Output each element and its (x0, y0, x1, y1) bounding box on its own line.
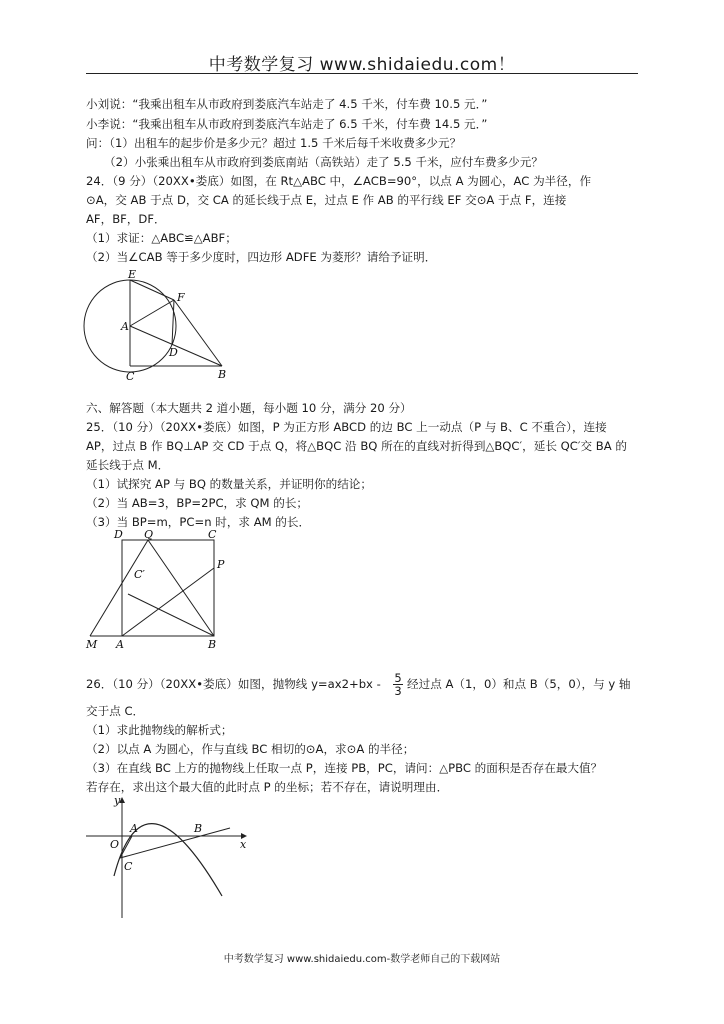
label-c-prime: C′ (134, 568, 145, 581)
label-x: x (240, 838, 247, 851)
label-y: y (114, 794, 121, 807)
label-c: C (124, 860, 133, 873)
label-o: O (110, 838, 120, 851)
q26-fraction (393, 672, 403, 697)
q24-figure (80, 268, 240, 386)
q24-line-2: ⊙A，交 AB 于点 D，交 CA 的延长线于点 E，过点 E 作 AB 的平行线 EF 交⊙A 于点 F，连接 (86, 193, 567, 207)
q25-line-6: （3）当 BP=m，PC=n 时，求 AM 的长． (86, 515, 311, 529)
q25-line-2: AP，过点 B 作 BQ⊥AP 交 CD 于点 Q，将△BQC 沿 BQ 所在的直线对折得到△BQC′，延长 QC′交 BA 的 (86, 439, 627, 453)
q24-line-1: 24．（9 分）（20XX•娄底）如图，在 Rt△ABC 中，∠ACB=90°，以点 A 为圆心，AC 为半径，作 (86, 174, 592, 188)
label-p: P (217, 558, 225, 571)
label-q: Q (144, 528, 154, 541)
square-abcd (122, 540, 214, 636)
label-d: D (169, 346, 178, 359)
q23-line-1: 小刘说：“我乘出租车从市政府到娄底汽车站走了 4.5 千米，付车费 10.5 元．” (86, 97, 488, 111)
label-a: A (116, 638, 124, 650)
q26-line-3: （1）求此抛物线的解析式； (86, 723, 233, 737)
label-b: B (218, 368, 227, 381)
q24-line-4: （1）求证：△ABC≌△ABF； (86, 231, 237, 245)
label-b: B (194, 822, 203, 835)
q26-line-1a: 26．（10 分）（20XX•娄底）如图，抛物线 y=ax2+bx - (86, 677, 381, 691)
q25-line-1: 25．（10 分）（20XX•娄底）如图，P 为正方形 ABCD 的边 BC 上一动点（P 与 B、C 不重合），连接 (86, 420, 607, 434)
q26-figure (84, 792, 254, 922)
q23-line-4: （2）小张乘出租车从市政府到娄底南站（高铁站）走了 5.5 千米，应付车费多少元？ (104, 155, 543, 169)
q25-line-5: （2）当 AB=3，BP=2PC，求 QM 的长； (86, 496, 309, 510)
section-6-heading: 六、解答题（本大题共 2 道小题，每小题 10 分，满分 20 分） (86, 401, 412, 415)
q23-line-2: 小李说：“我乘出租车从市政府到娄底汽车站走了 6.5 千米，付车费 14.5 元．” (86, 117, 488, 131)
segment-qb (148, 540, 214, 636)
q26-line-1b: 经过点 A（1，0）和点 B（5，0），与 y 轴 (407, 677, 631, 691)
segment-qm (90, 540, 148, 636)
page-footer: 中考数学复习 www.shidaiedu.com-数学老师自己的下载网站 (223, 954, 501, 965)
q26-line-2: 交于点 C． (86, 704, 145, 718)
label-m: M (86, 638, 98, 650)
label-e: E (128, 268, 137, 281)
label-f: F (177, 291, 185, 304)
q23-line-3: 问：（1）出租车的起步价是多少元？超过 1.5 千米后每千米收费多少元？ (86, 136, 462, 150)
q26-line-6: 若存在，求出这个最大值的此时点 P 的坐标；若不存在，请说明理由． (86, 780, 449, 794)
fraction-numerator: 5 (394, 671, 402, 685)
q25-figure (84, 528, 234, 650)
label-c: C (208, 528, 217, 541)
q25-line-4: （1）试探究 AP 与 BQ 的数量关系，并证明你的结论； (86, 477, 372, 491)
segment-af (130, 300, 174, 326)
page-header-title: 中考数学复习 www.shidaiedu.com！ (208, 55, 516, 75)
label-a: A (130, 822, 138, 835)
q24-line-3: AF，BF，DF． (86, 212, 166, 226)
label-c: C (126, 370, 135, 383)
segment-ef (130, 280, 174, 300)
q24-line-5: （2）当∠CAB 等于多少度时，四边形 ADFE 为菱形？请给予证明． (86, 250, 437, 264)
label-b: B (208, 638, 217, 650)
q25-line-3: 延长线于点 M． (86, 458, 170, 472)
fraction-denominator: 3 (394, 684, 402, 698)
q26-line-4: （2）以点 A 为圆心，作与直线 BC 相切的⊙A，求⊙A 的半径； (86, 742, 415, 756)
q26-line-5: （3）在直线 BC 上方的抛物线上任取一点 P，连接 PB，PC，请问：△PBC 的面积是否存在最大值？ (86, 761, 603, 775)
label-d: D (114, 528, 123, 541)
header-rule (86, 73, 638, 74)
label-a: A (121, 320, 129, 333)
